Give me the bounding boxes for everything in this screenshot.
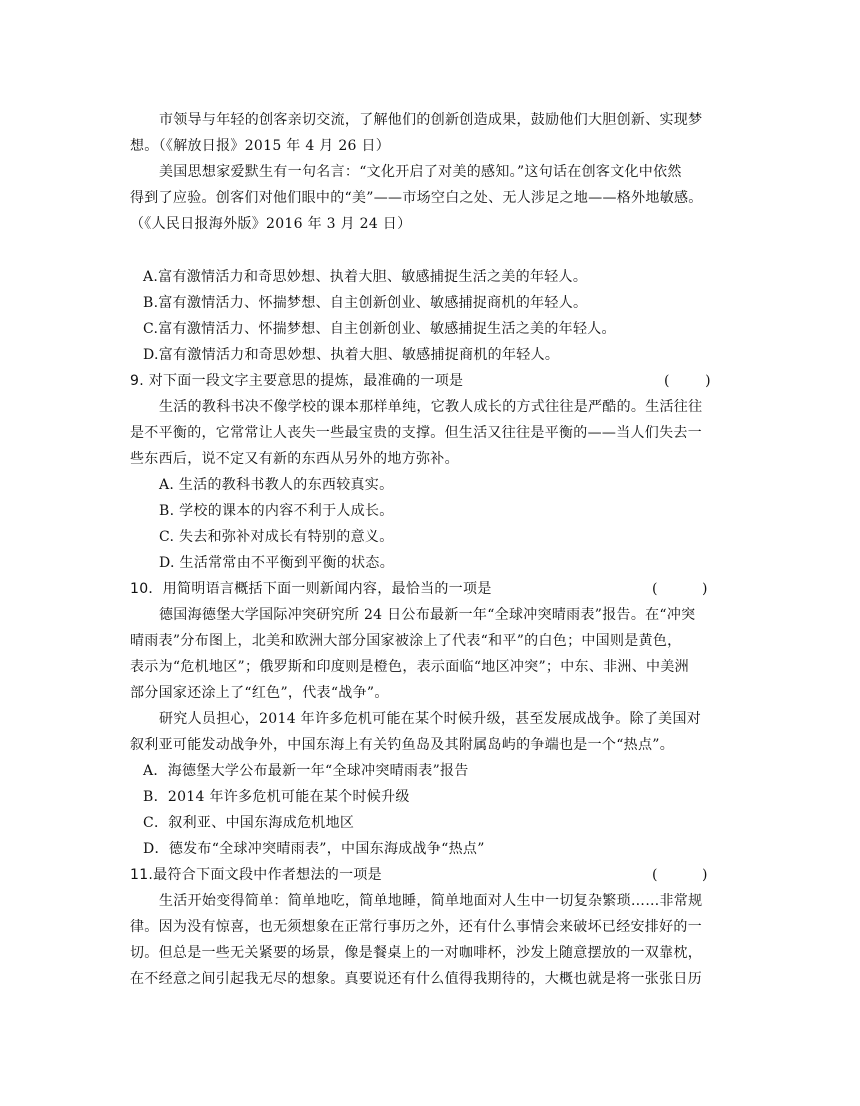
q10-passage-line: 表示为“危机地区”；俄罗斯和印度则是橙色，表示面临“地区冲突”；中东、非洲、中美洲 <box>130 659 689 675</box>
q11-passage-line: 生活开始变得简单：简单地吃，简单地睡，简单地面对人生中一切复杂繁琐……非常规 <box>159 893 703 909</box>
option-d: D.富有激情活力和奇思妙想、执着大胆、敏感捕捉商机的年轻人。 <box>143 347 560 363</box>
q9-option-a: A. 生活的教科书教人的东西较真实。 <box>159 477 394 493</box>
q9-option-b: B. 学校的课本的内容不利于人成长。 <box>159 503 394 519</box>
q10-passage-line: 晴雨表”分布图上，北美和欧洲大部分国家被涂上了代表“和平”的白色；中国则是黄色， <box>130 633 682 649</box>
q9-passage-line: 生活的教科书决不像学校的课本那样单纯，它教人成长的方式往往是严酷的。生活往往 <box>159 399 703 415</box>
passage8-line: 得到了应验。创客们对他们眼中的“美”——市场空白之处、无人涉足之地——格外地敏感。 <box>130 190 703 206</box>
q11-passage-line: 在不经意之间引起我无尽的想象。真要说还有什么值得我期待的，大概也就是将一张张日历 <box>130 971 702 987</box>
passage8-line: 市领导与年轻的创客亲切交流，了解他们的创新创造成果，鼓励他们大胆创新、实现梦 <box>159 112 703 128</box>
q11-passage-line: 律。因为没有惊喜，也无须想象在正常行事历之外，还有什么事情会来破坏已经安排好的一 <box>130 919 702 935</box>
q10-option-c: C．叙利亚、中国东海成危机地区 <box>143 815 355 831</box>
question-9-stem: 9. 对下面一段文字主要意思的提炼，最准确的一项是 <box>130 373 464 389</box>
passage8-line: 想。（《解放日报》2015 年 4 月 26 日） <box>130 138 391 154</box>
question-10-stem: 10．用简明语言概括下面一则新闻内容，最恰当的一项是 <box>130 581 492 597</box>
option-a: A.富有激情活力和奇思妙想、执着大胆、敏感捕捉生活之美的年轻人。 <box>143 269 588 285</box>
passage8-line: （《人民日报海外版》2016 年 3 月 24 日） <box>130 216 412 232</box>
answer-blank-9: ( ) <box>664 373 711 389</box>
q9-passage-line: 些东西后，说不定又有新的东西从另外的地方弥补。 <box>130 451 459 467</box>
q10-passage-line: 德国海德堡大学国际冲突研究所 24 日公布最新一年“全球冲突晴雨表”报告。在“冲突 <box>159 607 696 623</box>
answer-blank-10: ( ) <box>652 581 708 597</box>
option-b: B.富有激情活力、怀揣梦想、自主创新创业、敏感捕捉商机的年轻人。 <box>143 295 588 311</box>
q10-option-b: B．2014 年许多危机可能在某个时候升级 <box>143 789 410 805</box>
q9-option-d: D. 生活常常由不平衡到平衡的状态。 <box>159 555 395 571</box>
answer-blank-11: ( ) <box>652 867 708 883</box>
question-11-stem: 11.最符合下面文段中作者想法的一项是 <box>130 867 382 883</box>
q10-passage-line: 部分国家还涂上了“红色”，代表“战争”。 <box>130 685 389 701</box>
q10-option-d: D．德发布“全球冲突晴雨表”，中国东海成战争“热点” <box>143 841 485 857</box>
q9-passage-line: 是不平衡的，它常常让人丧失一些最宝贵的支撑。但生活又往往是平衡的——当人们失去一 <box>130 425 702 441</box>
option-c: C.富有激情活力、怀揣梦想、自主创新创业、敏感捕捉生活之美的年轻人。 <box>143 321 616 337</box>
q10-option-a: A．海德堡大学公布最新一年“全球冲突晴雨表”报告 <box>143 763 469 779</box>
q10-passage-line: 研究人员担心，2014 年许多危机可能在某个时候升级，甚至发展成战争。除了美国对 <box>159 711 702 727</box>
passage8-line: 美国思想家爱默生有一句名言：“文化开启了对美的感知。”这句话在创客文化中依然 <box>159 164 682 180</box>
q9-option-c: C. 失去和弥补对成长有特别的意义。 <box>159 529 394 545</box>
q10-passage-line: 叙利亚可能发动战争外，中国东海上有关钓鱼岛及其附属岛屿的争端也是一个“热点”。 <box>130 737 675 753</box>
q11-passage-line: 切。但总是一些无关紧要的场景，像是餐桌上的一对咖啡杯，沙发上随意摆放的一双靠枕， <box>130 945 702 961</box>
